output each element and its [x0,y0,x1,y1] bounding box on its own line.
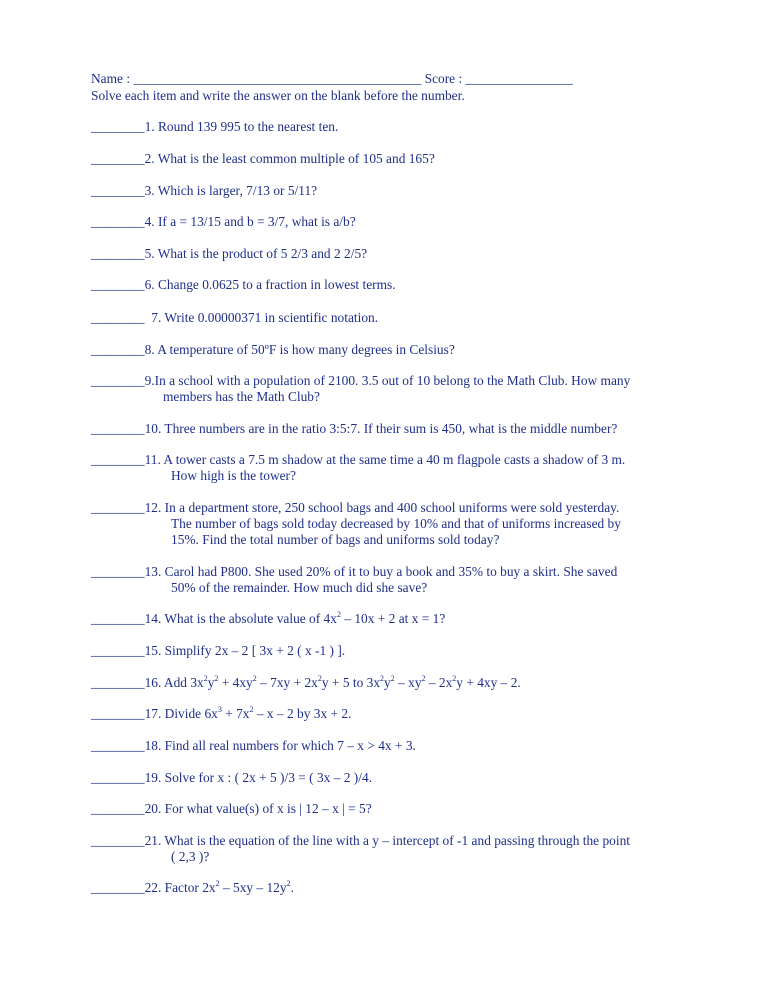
question-7: ________ 7. Write 0.00000371 in scientific notation. [91,310,379,325]
question-4: ________4. If a = 13/15 and b = 3/7, what is a/b? [91,214,356,229]
instructions: Solve each item and write the answer on the blank before the number. [91,88,465,103]
question-16 [91,675,521,691]
question-22 [91,880,294,896]
question-1: ________1. Round 139 995 to the nearest ten. [91,119,339,134]
q16-exponent: 2 [390,673,395,683]
question-20: ________20. For what value(s) of x is | 12 – x | = 5? [91,801,372,816]
question-8: ________8. A temperature of 50ºF is how many degrees in Celsius? [91,342,455,357]
q16-text: y [207,675,215,690]
question-2: ________2. What is the least common multiple of 105 and 165? [91,151,435,166]
question-9-line-2: members has the Math Club? [163,389,320,404]
q16-exponent: 2 [214,673,219,683]
question-14 [91,611,445,627]
question-5: ________5. What is the product of 5 2/3 and 2 2/5? [91,246,368,261]
q16-exponent: 2 [380,673,385,683]
question-12-line-1: ________12. In a department store, 250 school bags and 400 school uniforms were sold yesterday. [91,500,620,515]
q14-exponent: 2 [336,609,341,619]
q16-text: – 7xy + 2x [256,675,318,690]
q14-text: ________14. What is the absolute value of 4x [91,611,337,626]
q17-exponent: 3 [217,704,222,714]
q17-text: – x – 2 by 3x + 2. [253,706,352,721]
question-21-line-2: ( 2,3 )? [171,849,210,864]
q16-text: y [384,675,391,690]
q17-text: + 7x [221,706,250,721]
q22-text: ________22. Factor 2x [91,880,216,895]
question-12-line-3: 15%. Find the total number of bags and uniforms sold today? [171,532,500,547]
q16-exponent: 2 [203,673,208,683]
q16-text: – xy [394,675,422,690]
name-label: Name : ___________________________________________ [91,71,425,86]
score-label: Score : ________________ [424,71,573,86]
q14-text: – 10x + 2 at x = 1? [340,611,446,626]
q16-text: + 4xy [218,675,253,690]
question-13-line-1: ________13. Carol had P800. She used 20% of it to buy a book and 35% to buy a skirt. She saved [91,564,618,579]
question-6: ________6. Change 0.0625 to a fraction in lowest terms. [91,277,396,292]
q16-text: ________16. Add 3x [91,675,204,690]
question-17 [91,706,351,722]
q22-exponent: 2 [215,878,220,888]
q17-text: ________17. Divide 6x [91,706,218,721]
name-score-line [91,71,573,87]
q22-text: – 5xy – 12y [219,880,287,895]
q17-exponent: 2 [249,704,254,714]
question-10: ________10. Three numbers are in the ratio 3:5:7. If their sum is 450, what is the middle number? [91,421,618,436]
q16-text: y + 4xy – 2. [456,675,521,690]
question-19: ________19. Solve for x : ( 2x + 5 )/3 = ( 3x – 2 )/4. [91,770,373,785]
question-3: ________3. Which is larger, 7/13 or 5/11? [91,183,318,198]
question-12-line-2: The number of bags sold today decreased by 10% and that of uniforms increased by [171,516,621,531]
q16-text: y + 5 to 3x [321,675,381,690]
question-21-line-1: ________21. What is the equation of the line with a y – intercept of -1 and passing through the point [91,833,630,848]
q16-text: – 2x [425,675,453,690]
q16-exponent: 2 [421,673,426,683]
q22-exponent: 2 [286,878,291,888]
question-11-line-2: How high is the tower? [171,468,296,483]
q16-exponent: 2 [452,673,457,683]
question-11-line-1: ________11. A tower casts a 7.5 m shadow at the same time a 40 m flagpole casts a shadow of 3 m. [91,452,626,467]
question-9-line-1: ________9.In a school with a population of 2100. 3.5 out of 10 belong to the Math Club. How many [91,373,631,388]
q22-text: . [290,880,294,895]
q16-exponent: 2 [317,673,322,683]
q16-exponent: 2 [252,673,257,683]
question-13-line-2: 50% of the remainder. How much did she save? [171,580,428,595]
question-18: ________18. Find all real numbers for which 7 – x > 4x + 3. [91,738,416,753]
question-15: ________15. Simplify 2x – 2 [ 3x + 2 ( x -1 ) ]. [91,643,346,658]
